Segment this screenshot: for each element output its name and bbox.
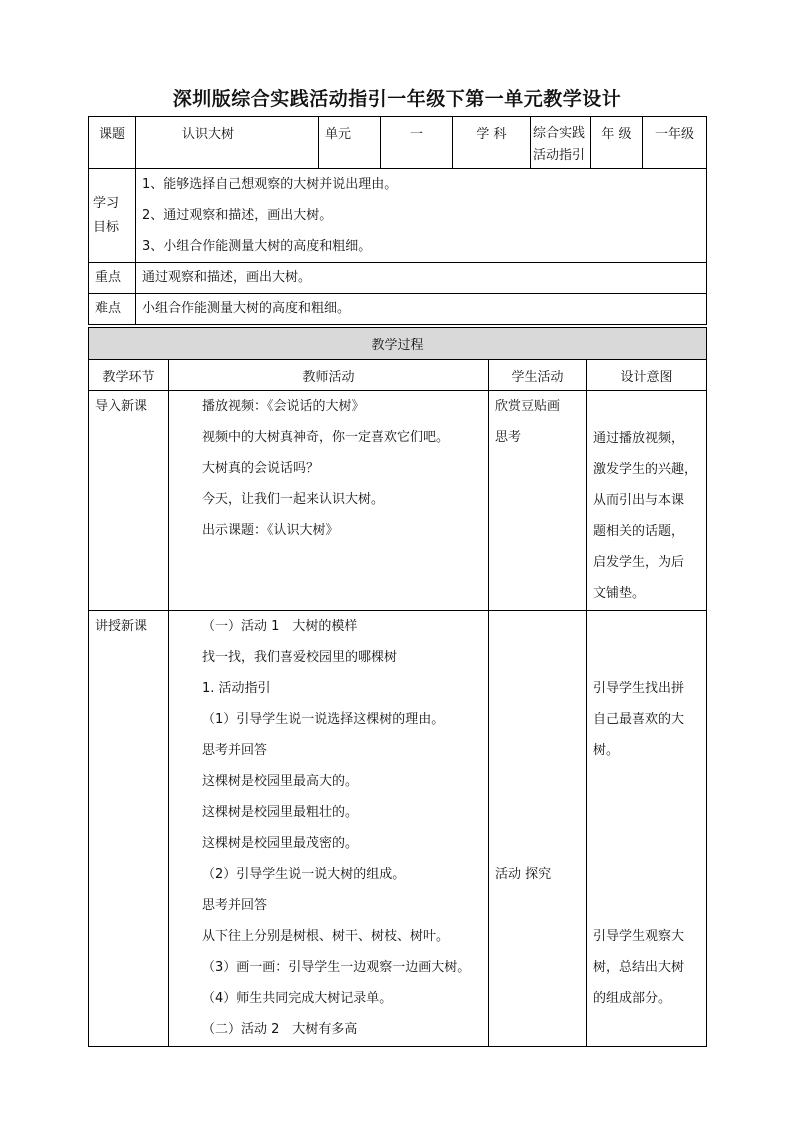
goals-list <box>136 169 707 263</box>
stage-cell: 导入新课 <box>89 391 169 611</box>
intent-line: 题相关的话题， <box>593 524 685 539</box>
teacher-line: 播放视频：《会说话的大树》 <box>202 399 365 414</box>
teacher-line: 找一找，我们喜爱校园里的哪棵树 <box>202 650 398 665</box>
goal-item: 2、通过观察和描述，画出大树。 <box>142 208 333 223</box>
student-line: 活动 探究 <box>495 867 552 882</box>
teacher-line: 1. 活动指引 <box>202 681 271 696</box>
document-title: 深圳版综合实践活动指引一年级下第一单元教学设计 <box>172 88 622 110</box>
intent-spacer <box>593 766 706 921</box>
design-intent-cell <box>587 391 707 611</box>
teacher-line: （二）活动 2 大树有多高 <box>202 1022 358 1037</box>
intent-line: 的组成部分。 <box>593 991 672 1006</box>
goals-label: 学习目标 <box>89 169 136 263</box>
grade-value: 一年级 <box>643 117 707 169</box>
col-header-stage: 教学环节 <box>89 360 169 391</box>
teacher-line: 思考并回答 <box>202 898 268 913</box>
topic-value: 认识大树 <box>136 117 319 169</box>
teacher-line: （4）师生共同完成大树记录单。 <box>202 991 393 1006</box>
goal-item: 1、能够选择自己想观察的大树并说出理由。 <box>142 177 398 192</box>
teacher-activity-cell <box>169 611 489 1047</box>
difficulty-value: 小组合作能测量大树的高度和粗细。 <box>136 294 707 325</box>
intent-line: 树，总结出大树 <box>593 960 685 975</box>
key-point-value: 通过观察和描述，画出大树。 <box>136 263 707 294</box>
student-activity-cell <box>489 611 587 1047</box>
lesson-header-table <box>88 116 707 325</box>
unit-label: 单元 <box>319 117 381 169</box>
col-header-teacher: 教师活动 <box>169 360 489 391</box>
teacher-line: 今天，让我们一起来认识大树。 <box>202 492 385 507</box>
difficulty-label: 难点 <box>89 294 136 325</box>
teacher-line: （3）画一画：引导学生一边观察一边画大树。 <box>202 960 471 975</box>
teacher-line: 思考并回答 <box>202 743 268 758</box>
teacher-line: （2）引导学生说一说大树的组成。 <box>202 867 406 882</box>
teacher-activity-cell <box>169 391 489 611</box>
intent-line: 树。 <box>593 743 620 758</box>
teacher-line: 视频中的大树真神奇，你一定喜欢它们吧。 <box>202 430 450 445</box>
key-point-label: 重点 <box>89 263 136 294</box>
goal-item: 3、小组合作能测量大树的高度和粗细。 <box>142 239 372 254</box>
col-header-student: 学生活动 <box>489 360 587 391</box>
teacher-line: 出示课题：《认识大树》 <box>202 523 339 538</box>
col-header-intent: 设计意图 <box>587 360 707 391</box>
design-intent-cell <box>587 611 707 1047</box>
teacher-line: 从下往上分别是树根、树干、树枝、树叶。 <box>202 929 450 944</box>
table-row <box>89 391 707 611</box>
subject-value: 综合实践活动指引 <box>531 117 591 169</box>
subject-label: 学 科 <box>453 117 531 169</box>
teacher-line: 这棵树是校园里最茂密的。 <box>202 836 359 851</box>
intent-line: 从而引出与本课 <box>593 493 685 508</box>
table-row <box>89 611 707 1047</box>
intent-line: 激发学生的兴趣， <box>593 462 698 477</box>
student-line: 思考 <box>495 430 522 445</box>
unit-value: 一 <box>381 117 453 169</box>
intent-line: 通过播放视频， <box>593 431 685 446</box>
intent-line: 引导学生观察大 <box>593 929 685 944</box>
student-activity-cell <box>489 391 587 611</box>
stage-cell: 讲授新课 <box>89 611 169 1047</box>
intent-line: 启发学生，为后 <box>593 555 685 570</box>
topic-label: 课题 <box>89 117 136 169</box>
teacher-line: 这棵树是校园里最粗壮的。 <box>202 805 359 820</box>
teacher-line: （一）活动 1 大树的模样 <box>202 619 358 634</box>
intent-line: 文铺垫。 <box>593 586 646 601</box>
intent-line: 自己最喜欢的大 <box>593 712 685 727</box>
teaching-process-table <box>88 327 707 1047</box>
teacher-line: （1）引导学生说一说选择这棵树的理由。 <box>202 712 445 727</box>
teacher-line: 大树真的会说话吗？ <box>202 461 320 476</box>
student-line: 欣赏豆贴画 <box>495 399 561 414</box>
process-title: 教学过程 <box>89 328 707 360</box>
teacher-line: 这棵树是校园里最高大的。 <box>202 774 359 789</box>
grade-label: 年 级 <box>591 117 643 169</box>
intent-line: 引导学生找出拼 <box>593 681 685 696</box>
